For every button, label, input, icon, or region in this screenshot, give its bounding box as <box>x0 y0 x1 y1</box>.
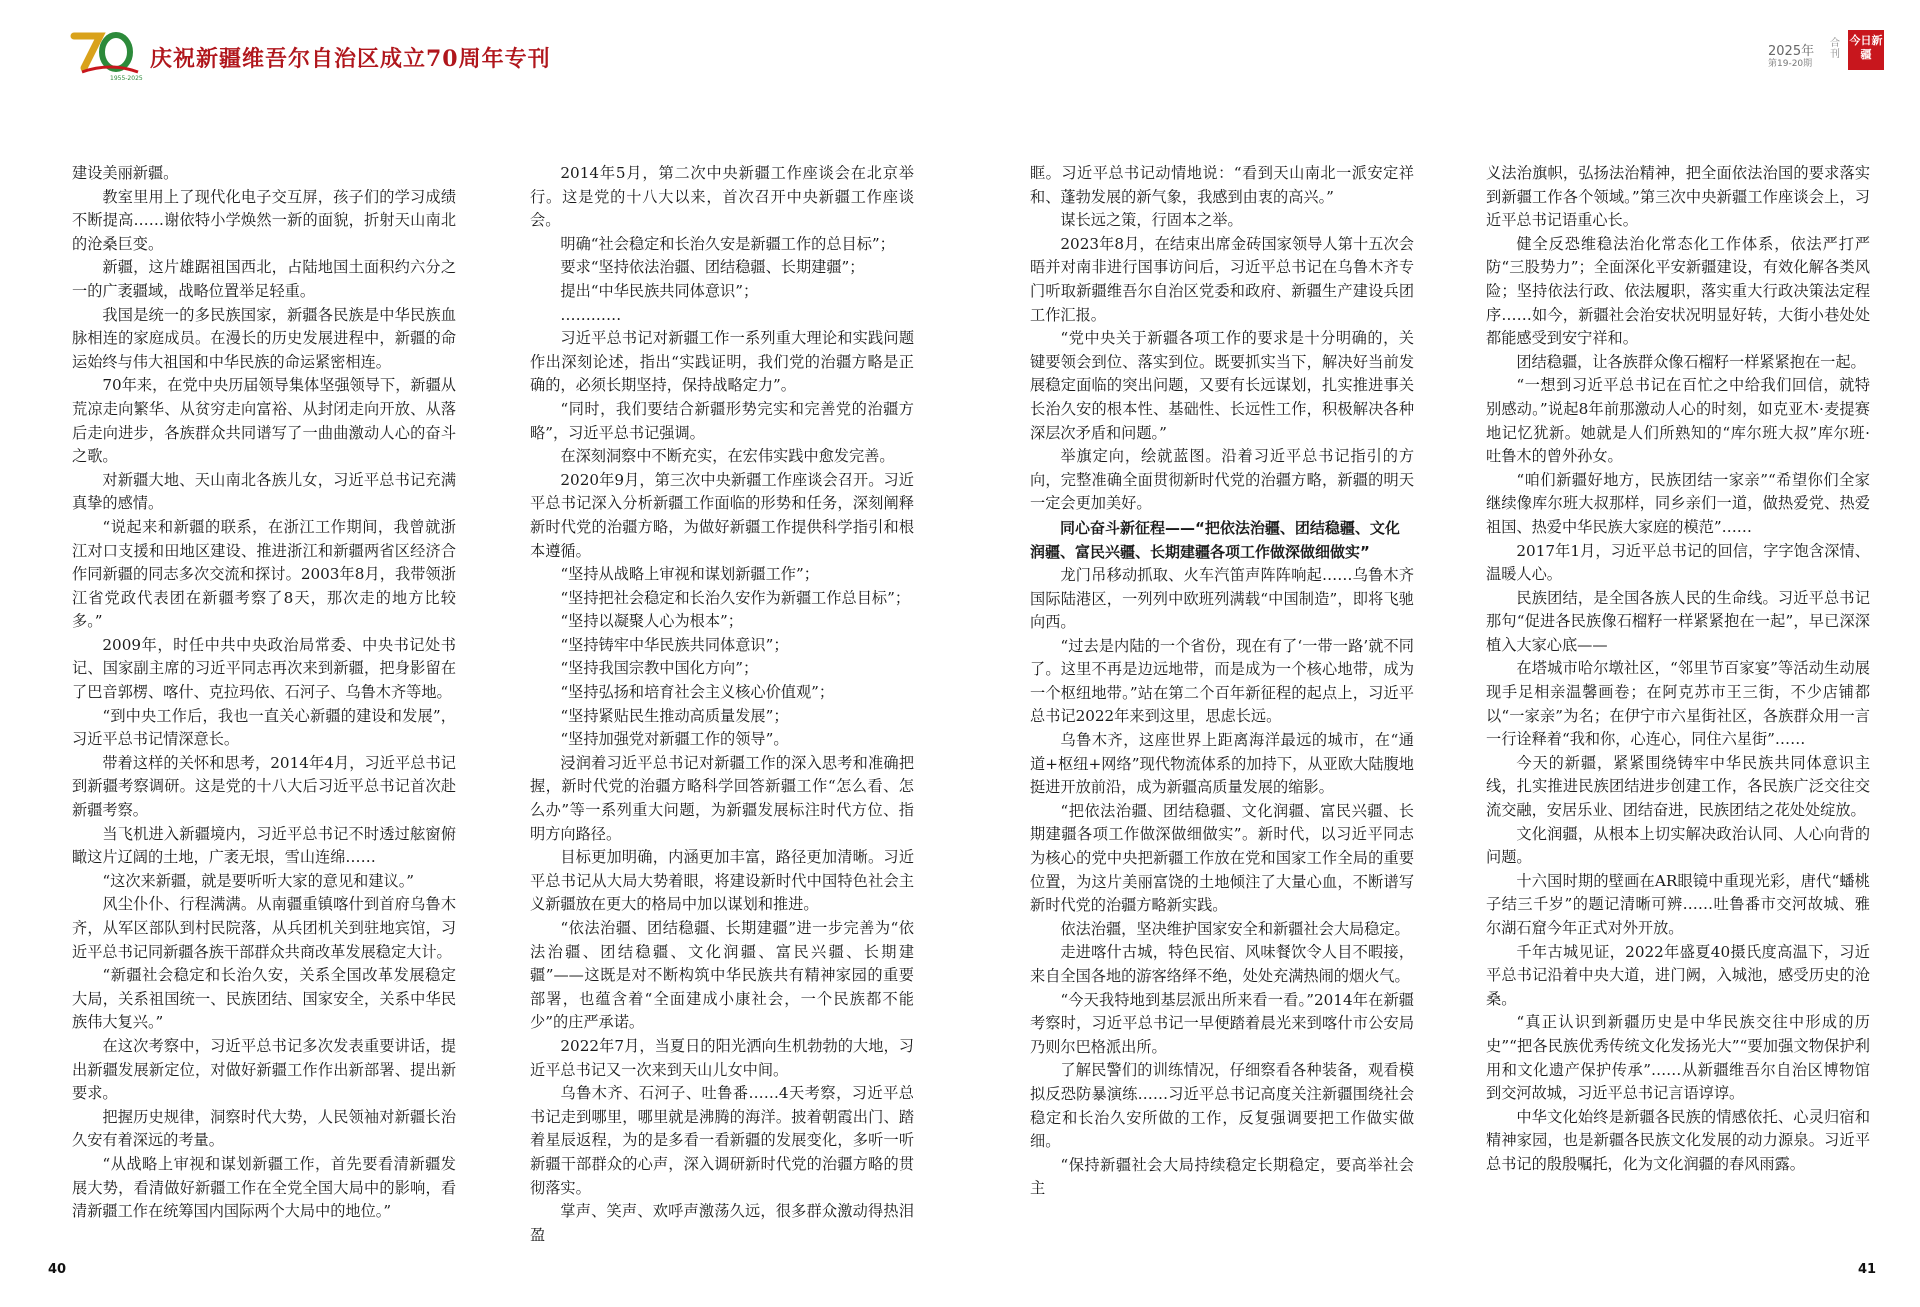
paragraph: “一想到习近平总书记在百忙之中给我们回信，就特别感动。”说起8年前那激动人心的时刻，如克亚木·麦提赛地记忆犹新。她就是人们所熟知的“库尔班大叔”库尔班·吐鲁木的曾外孙女。 <box>1486 376 1870 466</box>
paragraph: “过去是内陆的一个省份，现在有了‘一带一路’就不同了。这里不再是边远地带，而是成为一个核心地带，成为一个枢纽地带。”站在第二个百年新征程的起点上，习近平总书记2022年来到这里，思虑长远。 <box>1030 636 1414 726</box>
paragraph: “这次来新疆，就是要听听大家的意见和建议。” <box>102 871 415 890</box>
paragraph: 乌鲁木齐，这座世界上距离海洋最远的城市，在“通道+枢纽+网络”现代物流体系的加持下，从亚欧大陆腹地挺进开放前沿，成为新疆高质量发展的缩影。 <box>1030 731 1414 797</box>
paragraph: 2023年8月，在结束出席金砖国家领导人第十五次会晤并对南非进行国事访问后，习近平总书记在乌鲁木齐专门听取新疆维吾尔自治区党委和政府、新疆生产建设兵团工作汇报。 <box>1030 234 1414 324</box>
text-column-3 <box>1030 162 1414 1201</box>
paragraph: 在塔城市哈尔墩社区，“邻里节百家宴”等活动生动展现手足相亲温馨画卷；在阿克苏市王三街，不少店铺都以“一家亲”为名；在伊宁市六星街社区，各族群众用一言一行诠释着“我和你，心连心，同住六星街”…… <box>1486 659 1870 749</box>
paragraph: 眶。习近平总书记动情地说：“看到天山南北一派安定祥和、蓬勃发展的新气象，我感到由衷的高兴。” <box>1030 164 1414 206</box>
special-issue-title: 庆祝新疆维吾尔自治区成立70周年专刊 <box>150 46 551 72</box>
paragraph: 习近平总书记对新疆工作一系列重大理论和实践问题作出深刻论述，指出“实践证明，我们党的治疆方略是正确的，必须长期坚持，保持战略定力”。 <box>530 329 914 395</box>
paragraph: 谋长远之策，行固本之举。 <box>1060 211 1243 230</box>
page-number-right: 41 <box>1858 1262 1877 1277</box>
page-number-left: 40 <box>48 1262 67 1277</box>
svg-text:1955-2025: 1955-2025 <box>110 75 143 82</box>
paragraph: “新疆社会稳定和长治久安，关系全国改革发展稳定大局，关系祖国统一、民族团结、国家安全，关系中华民族伟大复兴。” <box>72 966 456 1032</box>
paragraph: “坚持加强党对新疆工作的领导”。 <box>560 730 789 749</box>
paragraph: 把握历史规律，洞察时代大势，人民领袖对新疆长治久安有着深远的考量。 <box>72 1107 456 1150</box>
text-column-1 <box>72 162 456 1224</box>
paragraph: 浸润着习近平总书记对新疆工作的深入思考和准确把握，新时代党的治疆方略科学回答新疆工作“怎么看、怎么办”等一系列重大问题，为新疆发展标注时代方位、指明方向路径。 <box>530 753 914 843</box>
paragraph: “坚持把社会稳定和长治久安作为新疆工作总目标”； <box>560 588 911 607</box>
issue-number: 第19-20期 <box>1768 59 1813 69</box>
page-header <box>0 0 1920 90</box>
paragraph: 龙门吊移动抓取、火车汽笛声阵阵响起……乌鲁木齐国际陆港区，一列列中欧班列满载“中国制造”，即将飞驰向西。 <box>1030 565 1414 632</box>
section-heading: 同心奋斗新征程——“把依法治疆、团结稳疆、文化润疆、富民兴疆、长期建疆各项工作做深做细做实” <box>1030 518 1400 561</box>
paragraph: “坚持紧贴民生推动高质量发展”； <box>560 706 789 725</box>
paragraph: 走进喀什古城，特色民宿、风味餐饮令人目不暇接，来自全国各地的游客络绎不绝，处处充满热闹的烟火气。 <box>1030 943 1414 985</box>
paragraph: “坚持铸牢中华民族共同体意识”； <box>560 635 789 654</box>
text-column-4 <box>1486 162 1870 1177</box>
paragraph: 2022年7月，当夏日的阳光洒向生机勃勃的大地，习近平总书记又一次来到天山儿女中间。 <box>530 1036 914 1079</box>
paragraph: 对新疆大地、天山南北各族儿女，习近平总书记充满真挚的感情。 <box>72 470 456 513</box>
paragraph: 团结稳疆，让各族群众像石榴籽一样紧紧抱在一起。 <box>1516 352 1866 371</box>
paragraph: 70年来，在党中央历届领导集体坚强领导下，新疆从荒凉走向繁华、从贫穷走向富裕、从封闭走向开放、从落后走向进步，各族群众共同谱写了一曲曲激动人心的奋斗之歌。 <box>72 376 456 466</box>
paragraph: “坚持我国宗教中国化方向”； <box>560 659 759 678</box>
paragraph: “坚持从战略上审视和谋划新疆工作”； <box>560 565 819 584</box>
paragraph: 健全反恐维稳法治化常态化工作体系，依法严打严防“三股势力”；全面深化平安新疆建设，有效化解各类风险；坚持依法行政、依法履职，落实重大行政决策法定程序……如今，新疆社会治安状况明显好转，大街小巷处处都能感受到安宁祥和。 <box>1486 234 1870 348</box>
text-column-2 <box>530 162 914 1247</box>
paragraph: 在深刻洞察中不断充实，在宏伟实践中愈发完善。 <box>560 447 895 466</box>
paragraph: 今天的新疆，紧紧围绕铸牢中华民族共同体意识主线，扎实推进民族团结进步创建工作，各民族广泛交往交流交融，安居乐业、团结奋进，民族团结之花处处绽放。 <box>1486 753 1870 820</box>
paragraph: 教室里用上了现代化电子交互屏，孩子们的学习成绩不断提高……谢依特小学焕然一新的面貌，折射天山南北的沧桑巨变。 <box>72 187 456 253</box>
paragraph: “依法治疆、团结稳疆、长期建疆”进一步完善为“依法治疆、团结稳疆、文化润疆、富民兴疆、长期建疆”——这既是对不断构筑中华民族共有精神家园的重要部署，也蕴含着“全面建成小康社会，一个民族都不能少”的庄严承诺。 <box>530 919 914 1032</box>
paragraph: 提出“中华民族共同体意识”； <box>560 281 759 300</box>
paragraph: “今天我特地到基层派出所来看一看。”2014年在新疆考察时，习近平总书记一早便踏着晨光来到喀什市公安局乃则尔巴格派出所。 <box>1030 990 1414 1056</box>
paragraph: 2020年9月，第三次中央新疆工作座谈会召开。习近平总书记深入分析新疆工作面临的形势和任务，深刻阐释新时代党的治疆方略，为做好新疆工作提供科学指引和根本遵循。 <box>530 470 914 560</box>
paragraph: 2009年，时任中共中央政治局常委、中央书记处书记、国家副主席的习近平同志再次来到新疆，把身影留在了巴音郭楞、喀什、克拉玛依、石河子、乌鲁木齐等地。 <box>72 635 456 702</box>
paragraph: “咱们新疆好地方，民族团结一家亲”“希望你们全家继续像库尔班大叔那样，同乡亲们一道，做热爱党、热爱祖国、热爱中华民族大家庭的模范”…… <box>1486 470 1870 536</box>
magazine-brand-badge: 今日新疆 <box>1848 30 1884 70</box>
paragraph: 要求“坚持依法治疆、团结稳疆、长期建疆”； <box>560 258 865 277</box>
paragraph: 当飞机进入新疆境内，习近平总书记不时透过舷窗俯瞰这片辽阔的土地，广袤无垠，雪山连绵…… <box>72 824 456 867</box>
paragraph: “同时，我们要结合新疆形势完实和完善党的治疆方略”，习近平总书记强调。 <box>530 399 914 442</box>
paragraph: 2014年5月，第二次中央新疆工作座谈会在北京举行。这是党的十八大以来，首次召开中央新疆工作座谈会。 <box>530 164 914 230</box>
issue-combined-label: 合刊 <box>1830 38 1840 60</box>
issue-info <box>1768 26 1888 70</box>
paragraph: “把依法治疆、团结稳疆、文化润疆、富民兴疆、长期建疆各项工作做深做细做实”。新时代，以习近平同志为核心的党中央把新疆工作放在党和国家工作全局的重要位置，为这片美丽富饶的土地倾注了大量心血，不断谱写新时代党的治疆方略新实践。 <box>1030 801 1414 915</box>
issue-year: 2025年 <box>1768 44 1815 59</box>
paragraph: “坚持弘扬和培育社会主义核心价值观”； <box>560 683 835 702</box>
paragraph: 文化润疆，从根本上切实解决政治认同、人心向背的问题。 <box>1486 824 1870 867</box>
paragraph: 2017年1月，习近平总书记的回信，字字饱含深情、温暖人心。 <box>1486 541 1870 584</box>
paragraph: 目标更加明确，内涵更加丰富，路径更加清晰。习近平总书记从大局大势着眼，将建设新时代中国特色社会主义新疆放在更大的格局中加以谋划和推进。 <box>530 848 914 914</box>
paragraph: 我国是统一的多民族国家，新疆各民族是中华民族血脉相连的家庭成员。在漫长的历史发展进程中，新疆的命运始终与伟大祖国和中华民族的命运紧密相连。 <box>72 305 456 371</box>
paragraph: 依法治疆，坚决维护国家安全和新疆社会大局稳定。 <box>1060 919 1410 938</box>
paragraph: 乌鲁木齐、石河子、吐鲁番……4天考察，习近平总书记走到哪里，哪里就是沸腾的海洋。披着朝霞出门、踏着星辰返程，为的是多看一看新疆的发展变化，多听一听新疆干部群众的心声，深入调研新时代党的治疆方略的贯彻落实。 <box>530 1084 914 1197</box>
paragraph: “保持新疆社会大局持续稳定长期稳定，要高举社会主 <box>1030 1155 1414 1198</box>
paragraph: 了解民警们的训练情况，仔细察看各种装备，观看模拟反恐防暴演练……习近平总书记高度关注新疆围绕社会稳定和长治久安所做的工作，反复强调要把工作做实做细。 <box>1030 1061 1414 1151</box>
paragraph: 建设美丽新疆。 <box>72 164 179 182</box>
paragraph: “从战略上审视和谋划新疆工作，首先要看清新疆发展大势，看清做好新疆工作在全党全国大局中的影响，看清新疆工作在统筹国内国际两个大局中的地位。” <box>72 1154 456 1221</box>
paragraph: 在这次考察中，习近平总书记多次发表重要讲话，提出新疆发展新定位，对做好新疆工作作出新部署、提出新要求。 <box>72 1036 456 1103</box>
paragraph: “真正认识到新疆历史是中华民族交往中形成的历史”“把各民族优秀传统文化发扬光大”“要加强文物保护利用和文化遗产保护传承”……从新疆维吾尔自治区博物馆到交河故城，习近平总书记言语谆谆。 <box>1486 1013 1870 1103</box>
paragraph: 中华文化始终是新疆各民族的情感依托、心灵归宿和精神家园，也是新疆各民族文化发展的动力源泉。习近平总书记的殷殷嘱托，化为文化润疆的春风雨露。 <box>1486 1107 1870 1173</box>
paragraph: 风尘仆仆、行程满满。从南疆重镇喀什到首府乌鲁木齐，从军区部队到村民院落，从兵团机关到驻地宾馆，习近平总书记同新疆各族干部群众共商改革发展稳定大计。 <box>72 895 456 961</box>
paragraph: “党中央关于新疆各项工作的要求是十分明确的，关键要领会到位、落实到位。既要抓实当下，解决好当前发展稳定面临的突出问题，又要有长远谋划，扎实推进事关长治久安的根本性、基础性、长远性工作，积极解决各种深层次矛盾和问题。” <box>1030 329 1414 442</box>
paragraph: ………… <box>560 305 622 324</box>
paragraph: 十六国时期的壁画在AR眼镜中重现光彩，唐代“蟠桃子结三千岁”的题记清晰可辨……吐鲁番市交河故城、雅尔湖石窟今年正式对外开放。 <box>1486 871 1870 937</box>
paragraph: 举旗定向，绘就蓝图。沿着习近平总书记指引的方向，完整准确全面贯彻新时代党的治疆方略，新疆的明天一定会更加美好。 <box>1030 447 1414 513</box>
paragraph: 新疆，这片雄踞祖国西北，占陆地国土面积约六分之一的广袤疆域，战略位置举足轻重。 <box>72 258 456 300</box>
paragraph: “坚持以凝聚人心为根本”； <box>560 612 743 631</box>
paragraph: 千年古城见证，2022年盛夏40摄氏度高温下，习近平总书记沿着中央大道，进门阙，入城池，感受历史的沧桑。 <box>1486 942 1870 1008</box>
paragraph: 民族团结，是全国各族人民的生命线。习近平总书记那句“促进各民族像石榴籽一样紧紧抱在一起”，早已深深植入大家心底—— <box>1486 588 1870 654</box>
paragraph: 义法治旗帜，弘扬法治精神，把全面依法治国的要求落实到新疆工作各个领域。”第三次中央新疆工作座谈会上，习近平总书记语重心长。 <box>1486 164 1870 230</box>
paragraph: 掌声、笑声、欢呼声激荡久远，很多群众激动得热泪盈 <box>530 1202 914 1244</box>
paragraph: “到中央工作后，我也一直关心新疆的建设和发展”，习近平总书记情深意长。 <box>72 706 456 749</box>
paragraph: “说起来和新疆的联系，在浙江工作期间，我曾就浙江对口支援和田地区建设、推进浙江和新疆两省区经济合作同新疆的同志多次交流和探讨。2003年8月，我带领浙江省党政代表团在新疆考察了8天，那次走的地方比较多。” <box>72 517 456 631</box>
anniversary-70-logo-icon <box>70 28 146 84</box>
paragraph: 带着这样的关怀和思考，2014年4月，习近平总书记到新疆考察调研。这是党的十八大后习近平总书记首次赴新疆考察。 <box>72 753 456 820</box>
paragraph: 明确“社会稳定和长治久安是新疆工作的总目标”； <box>560 234 895 253</box>
